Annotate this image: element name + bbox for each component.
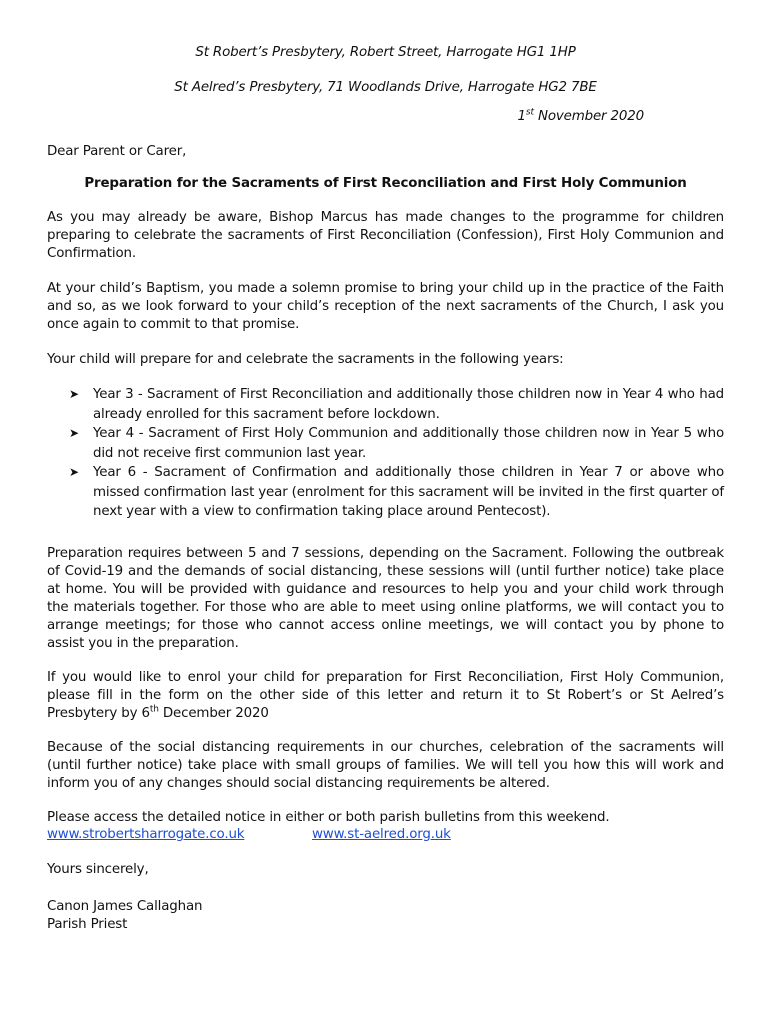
- paragraph-bulletins: Please access the detailed notice in either or both parish bulletins from this weekend.: [47, 810, 610, 825]
- paragraph-distancing: Because of the social distancing requirements in our churches, celebration of the sacraments will (until further notice) take place with small groups of families. We will tell you how this will work and inform you of any changes should social distancing requirements be altered.: [47, 740, 724, 791]
- signatory-name: Canon James Callaghan: [47, 899, 203, 914]
- sign-off: Yours sincerely,: [47, 862, 149, 877]
- letter-date: 1st November 2020: [517, 107, 644, 124]
- st-aelred-website-link[interactable]: www.st-aelred.org.uk: [312, 827, 451, 842]
- list-item: ➤ Year 6 - Sacrament of Confirmation and additionally those children in Year 7 or above who missed confirmation last year (enrolment for this sacrament will be invited in the first quarter of next year with a view to confirmation taking place around Pentecost).: [69, 465, 724, 519]
- list-item: ➤ Year 3 - Sacrament of First Reconciliation and additionally those children now in Year 4 who had already enrolled for this sacrament before lockdown.: [69, 387, 724, 422]
- sacrament-years-list: [69, 385, 724, 522]
- address-st-aelreds: St Aelred’s Presbytery, 71 Woodlands Drive, Harrogate HG2 7BE: [174, 80, 597, 95]
- parish-links: [47, 826, 451, 844]
- arrow-bullet-icon: ➤: [69, 426, 79, 440]
- salutation: Dear Parent or Carer,: [47, 144, 187, 159]
- paragraph-preparation: Preparation requires between 5 and 7 sessions, depending on the Sacrament. Following the outbreak of Covid-19 and the demands of social distancing, these sessions will (until further notice) take place at home. You will be provided with guidance and resources to help you and your child work through the materials together. For those who are able to meet using online platforms, we will contact you to arrange meetings; for those who cannot access online meetings, we will contact you by phone to assist you in the preparation.: [47, 546, 724, 651]
- arrow-bullet-icon: ➤: [69, 387, 79, 401]
- paragraph-years-intro: Your child will prepare for and celebrate the sacraments in the following years:: [47, 352, 564, 367]
- paragraph-baptism: At your child’s Baptism, you made a solemn promise to bring your child up in the practice of the Faith and so, as we look forward to your child’s reception of the next sacraments of the Church, I ask you once again to commit to that promise.: [47, 281, 724, 332]
- letter-title: Preparation for the Sacraments of First Reconciliation and First Holy Communion: [84, 176, 687, 191]
- address-st-roberts: St Robert’s Presbytery, Robert Street, Harrogate HG1 1HP: [195, 45, 576, 60]
- paragraph-enrol: If you would like to enrol your child for preparation for First Reconciliation, First Holy Communion, please fill in the form on the other side of this letter and return it to St Robert’s or St Aelred’s Presbytery by 6th December 2020: [47, 670, 724, 721]
- paragraph-changes: As you may already be aware, Bishop Marcus has made changes to the programme for children preparing to celebrate the sacraments of First Reconciliation (Confession), First Holy Communion and Confirmation.: [47, 210, 724, 261]
- list-item: ➤ Year 4 - Sacrament of First Holy Communion and additionally those children now in Year 5 who did not receive first communion last year.: [69, 426, 724, 461]
- signatory-role: Parish Priest: [47, 917, 128, 932]
- arrow-bullet-icon: ➤: [69, 465, 79, 479]
- st-roberts-website-link[interactable]: www.strobertsharrogate.co.uk: [47, 827, 245, 842]
